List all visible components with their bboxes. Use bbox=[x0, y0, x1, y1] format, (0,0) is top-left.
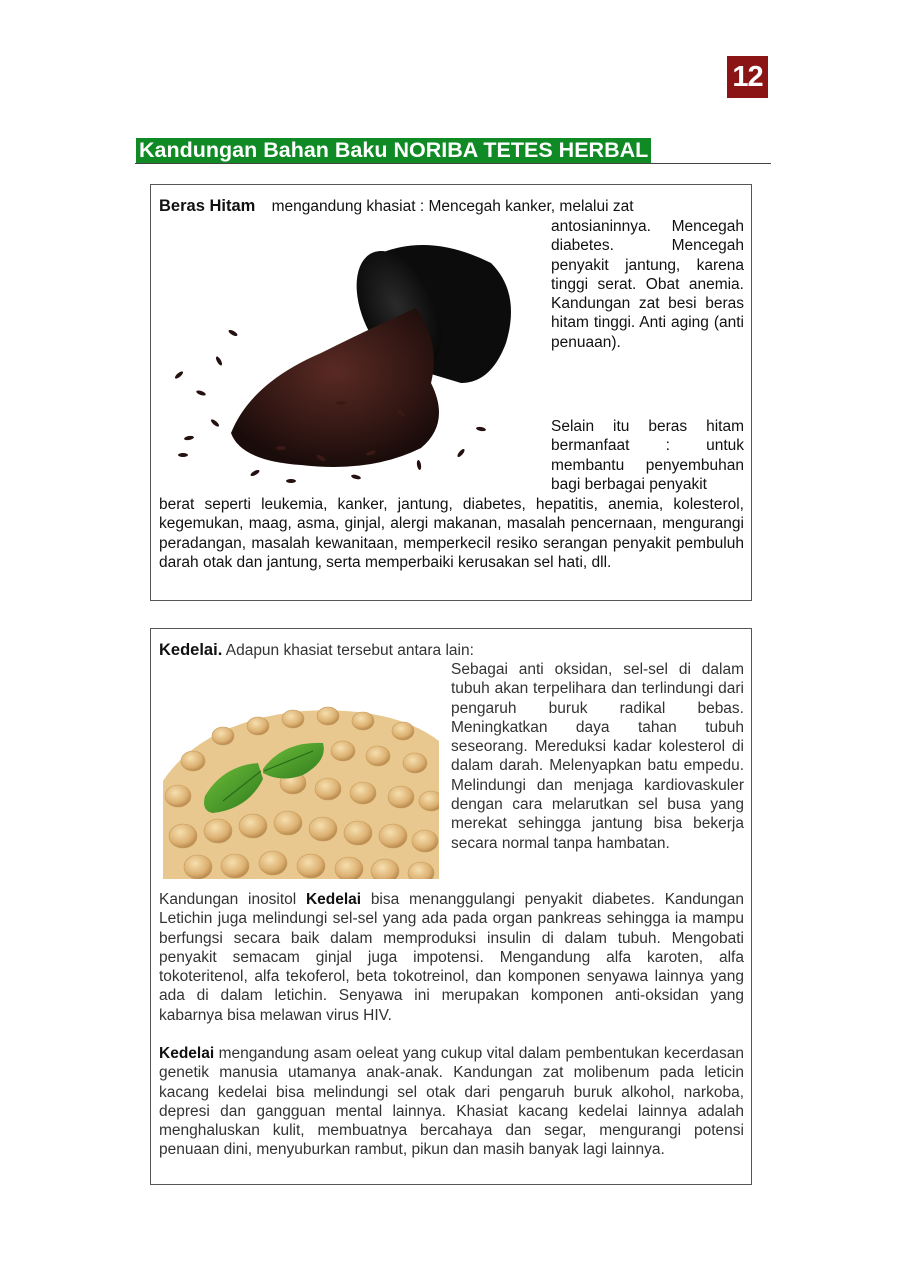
kedelai-box bbox=[150, 628, 752, 1185]
kedelai-intro: Adapun khasiat tersebut antara lain: bbox=[225, 642, 474, 659]
kedelai-p2-bold: Kedelai bbox=[159, 1045, 215, 1062]
page-number: 12 bbox=[727, 56, 768, 98]
beras-hitam-heading: Beras Hitam bbox=[159, 197, 256, 215]
beras-hitam-intro: mengandung khasiat : Mencegah kanker, melalui zat bbox=[271, 198, 634, 215]
beras-hitam-diseases: berat seperti leukemia, kanker, jantung, diabetes, hepatitis, anemia, kolesterol, kegemukan, maag, asma, ginjal, alergi makanan, masalah pencernaan, mengurangi peradangan, masalah kewanitaan, memperkecil resiko serangan penyakit pembuluh darah otak dan jantung, serta memperbaiki kerusakan sel hati, dll. bbox=[159, 496, 744, 571]
section-title bbox=[135, 138, 771, 164]
page-title: Kandungan Bahan Baku NORIBA TETES HERBAL bbox=[136, 138, 651, 163]
title-underline bbox=[135, 163, 771, 164]
kedelai-p1-pre: Kandungan inositol bbox=[159, 891, 297, 908]
kedelai-intro-line bbox=[159, 641, 744, 660]
beras-hitam-intro-line bbox=[159, 197, 744, 216]
beras-hitam-box bbox=[150, 184, 752, 601]
black-rice-bowl-image bbox=[171, 233, 531, 485]
kedelai-paragraph-2 bbox=[159, 1044, 744, 1160]
kedelai-paragraph-1 bbox=[159, 890, 744, 1025]
beras-hitam-benefits: antosianinnya. Mencegah diabetes. Mencegah penyakit jantung, karena tinggi serat. Obat anemia. Kandungan zat besi beras hitam tinggi. Anti aging (anti penuaan). bbox=[551, 218, 744, 351]
kedelai-p1-bold: Kedelai bbox=[305, 891, 362, 908]
kedelai-p2-post: mengandung asam oeleat yang cukup vital dalam pembentukan kecerdasan genetik manusia utamanya anak-anak. Kandungan zat molibenum pada leticin kacang kedelai bisa melindungi sel otak dari pengaruh buruk alkohol, narkoba, depresi dan gangguan mental lainnya. Khasiat kacang kedelai lainnya adalah menghaluskan kulit, membuatnya bercahaya dan segar, mengurangi potensi penuaan dini, menyuburkan rambut, pikun dan masih banyak lagi lainnya. bbox=[159, 1045, 744, 1159]
kedelai-benefits: Sebagai anti oksidan, sel-sel di dalam tubuh akan terpelihara dan terlindungi dari pengaruh buruk radikal bebas. Meningkatkan daya tahan tubuh seseorang. Mereduksi kadar kolesterol di dalam darah. Melenyapkan batu empedu. Melindungi dan menjaga kardiovaskuler dengan cara melarutkan sel busa yang merekat sehingga jantung bisa bekerja secara normal tanpa hambatan. bbox=[451, 661, 744, 852]
beras-hitam-extra: Selain itu beras hitam bermanfaat : untuk membantu penyembuhan bagi berbagai penyakit bbox=[551, 418, 744, 493]
soybean-leaf-image bbox=[163, 701, 439, 879]
kedelai-heading: Kedelai. bbox=[159, 641, 223, 659]
kedelai-p1-post: bisa menanggulangi penyakit diabetes. Kandungan Letichin juga melindungi sel-sel yang ada pada organ pankreas sehingga ia mampu berfungsi secara baik dalam memproduksi insulin di dalam tubuh. Mengobati penyakit semacam ginjal juga impotensi. Mengandung alfa karoten, alfa tokoteritenol, alfa tekoferol, beta tokotreinol, dan komponen senyawa lainnya yang ada di dalam letichin. Senyawa ini merupakan komponen anti-oksidan yang kabarnya bisa melawan virus HIV. bbox=[159, 891, 744, 1024]
